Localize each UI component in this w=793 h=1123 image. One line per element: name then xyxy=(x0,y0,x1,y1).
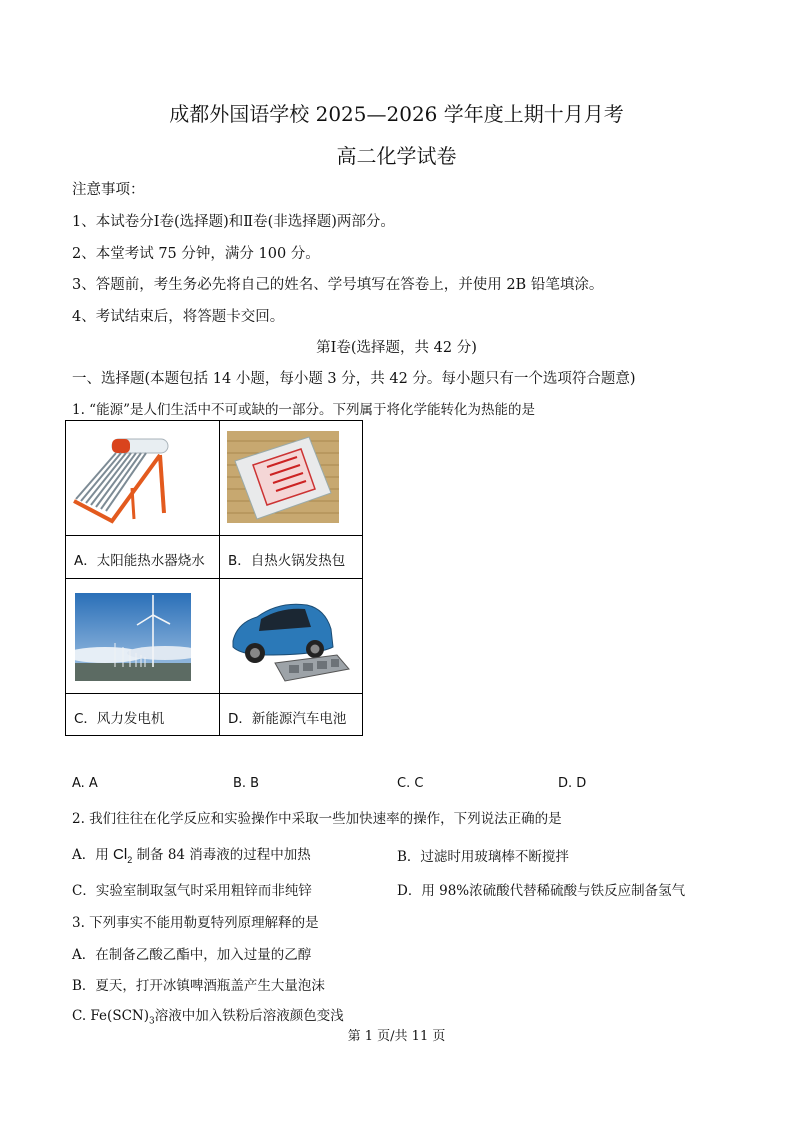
notice-heading: 注意事项： xyxy=(72,182,145,198)
q1-option-a[interactable]: A. A xyxy=(72,776,98,791)
q2-option-d[interactable]: D．用 98%浓硫酸代替稀硫酸与铁反应制备氢气 xyxy=(397,883,686,899)
notice-item-1: 1、本试卷分Ⅰ卷(选择题)和Ⅱ卷(非选择题)两部分。 xyxy=(72,214,395,230)
q1-image-table xyxy=(65,420,363,736)
q3-option-a[interactable]: A．在制备乙酸乙酯中，加入过量的乙醇 xyxy=(72,947,312,963)
page-subtitle: 高二化学试卷 xyxy=(336,144,457,168)
page-footer: 第 1 页/共 11 页 xyxy=(347,1029,446,1044)
q3-option-b[interactable]: B．夏天，打开冰镇啤酒瓶盖产生大量泡沫 xyxy=(72,978,325,994)
notice-item-2: 2、本堂考试 75 分钟，满分 100 分。 xyxy=(72,246,320,262)
self-heating-pack-image xyxy=(227,431,339,523)
q1-stem: 1. “能源”是人们生活中不可或缺的一部分。下列属于将化学能转化为热能的是 xyxy=(72,402,535,418)
q2-option-c[interactable]: C．实验室制取氢气时采用粗锌而非纯锌 xyxy=(72,883,312,899)
q1-caption-c: C．风力发电机 xyxy=(74,711,165,727)
q1-option-c[interactable]: C. C xyxy=(397,776,424,791)
electric-car-battery-image xyxy=(227,589,351,689)
q1-caption-b: B．自热火锅发热包 xyxy=(228,553,346,569)
notice-item-4: 4、考试结束后，将答题卡交回。 xyxy=(72,309,285,325)
wind-turbine-image xyxy=(75,593,191,681)
section-title: 第Ⅰ卷(选择题，共 42 分) xyxy=(316,340,477,356)
q1-option-d[interactable]: D. D xyxy=(558,776,587,791)
notice-item-3: 3、答题前，考生务必先将自己的姓名、学号填写在答卷上，并使用 2B 铅笔填涂。 xyxy=(72,277,604,293)
chlorine-formula: $Cl_2$ xyxy=(113,846,133,865)
q3-stem: 3. 下列事实不能用勒夏特列原理解释的是 xyxy=(72,915,319,931)
q2-option-a-text: 制备 84 消毒液的过程中加热 xyxy=(136,847,311,863)
q3-option-c[interactable]: C. $Fe(SCN)_3$溶液中加入铁粉后溶液颜色变浅 xyxy=(72,1008,344,1027)
q2-option-b[interactable]: B．过滤时用玻璃棒不断搅拌 xyxy=(397,849,569,865)
solar-water-heater-image xyxy=(72,433,172,525)
q1-caption-d: D．新能源汽车电池 xyxy=(228,711,347,727)
section-instruction: 一、选择题(本题包括 14 小题，每小题 3 分，共 42 分。每小题只有一个选项符合题意) xyxy=(72,371,636,387)
q2-option-a-prefix: A．用 xyxy=(72,847,109,863)
q1-caption-a: A．太阳能热水器烧水 xyxy=(74,553,205,569)
q2-stem: 2. 我们往往在化学反应和实验操作中采取一些加快速率的操作，下列说法正确的是 xyxy=(72,811,562,827)
page-title: 成都外国语学校 2025—2026 学年度上期十月月考 xyxy=(169,102,624,126)
q1-option-b[interactable]: B. B xyxy=(233,776,260,791)
q2-option-a[interactable] xyxy=(72,843,311,865)
